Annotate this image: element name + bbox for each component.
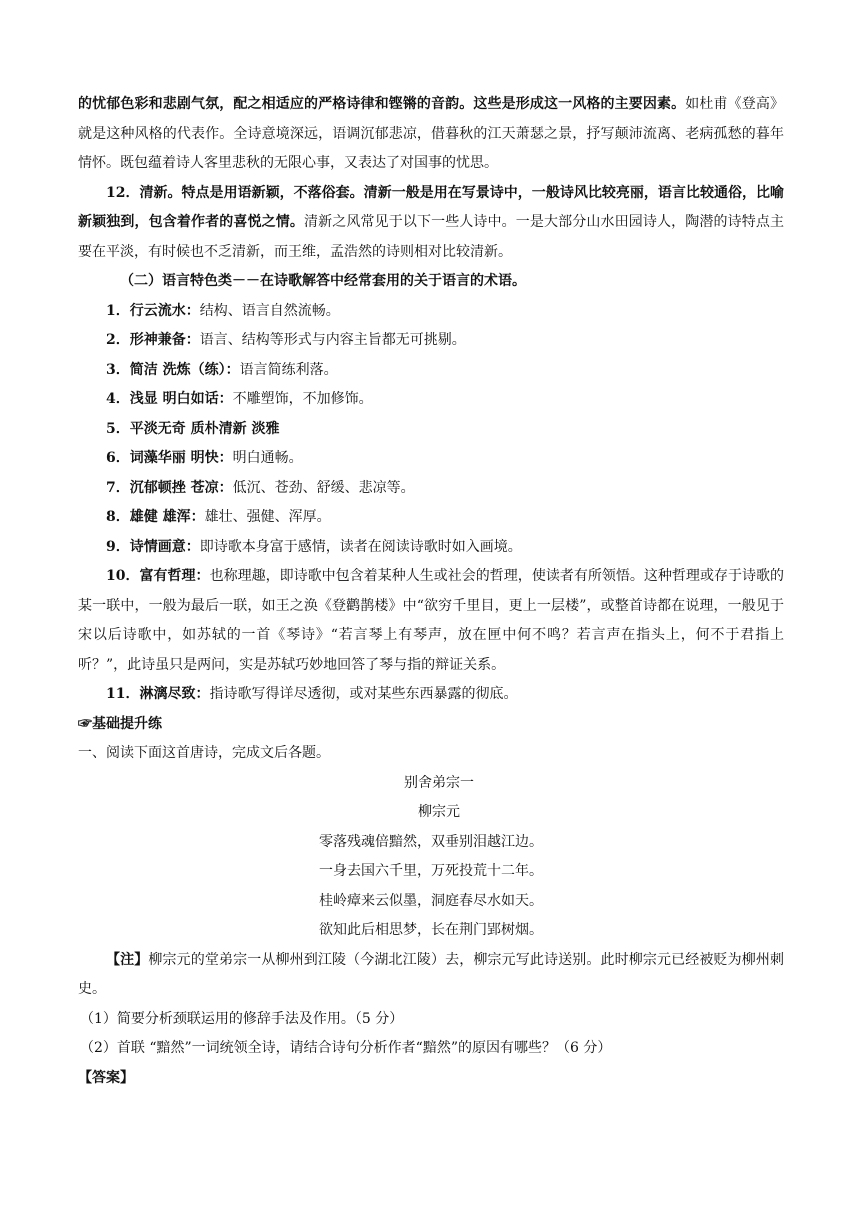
term-label: 7．沉郁顿挫 苍凉： [106,479,233,496]
term-label: 2．形神兼备： [106,332,200,348]
term-desc: 即诗歌本身富于感情，读者在阅读诗歌时如入画境。 [199,538,522,555]
item-12-paragraph [78,179,784,268]
poem-line: 桂岭瘴来云似墨，洞庭春尽水如天。 [319,892,543,909]
intro-text: 如杜甫《登高》就是这种风格的代表作。全诗意境深远，语调沉郁悲凉，借暮秋的江天萧瑟之景，抒写颠沛流离、老病孤愁的暮年情怀。既包蕴着诗人客里悲秋的无限心事，又表达了对国事的忧思。 [78,96,785,171]
term-item [78,385,784,415]
note-label: 【注】 [106,951,149,968]
term-desc: 低沉、苍劲、舒缓、悲凉等。 [232,479,415,496]
term-desc: 不雕塑饰，不加修饰。 [232,391,373,407]
term-desc: 明白通畅。 [232,450,303,466]
document-page [78,90,784,1093]
term-label: 8．雄健 雄浑： [106,509,205,525]
item-12-bold-text: 12．清新。特点是用语新颖，不落俗套。清新一般是用在写景诗中，一般诗风比较亮丽，语言比较通俗，比喻新颖独到，包含着作者的喜悦之情。 [78,184,784,230]
intro-bold-text: 的忧郁色彩和悲剧气氛，配之相适应的严格诗律和铿锵的音韵。这些是形成这一风格的主要因素。 [78,96,686,112]
section-heading: （二）语言特色类－－在诗歌解答中经常套用的关于语言的术语。 [120,273,526,289]
term-item [78,533,784,563]
term-item [78,503,784,533]
term-item [78,326,784,356]
note-text: 柳宗元的堂弟宗一从柳州到江陵（今湖北江陵）去，柳宗元写此诗送别。此时柳宗元已经被贬为柳州刺史。 [78,951,785,997]
question-1: （1）简要分析颈联运用的修辞手法及作用。（5 分） [80,1010,404,1027]
poem-block [78,769,784,946]
poem-line: 一身去国六千里，万死投荒十二年。 [319,863,543,879]
item-12-text: 清新之风常见于以下一些人诗中。一是大部分山水田园诗人，陶潜的诗特点主要在平淡，有时候也不乏清新，而王维，孟浩然的诗则相对比较清新。 [78,214,785,260]
term-item [78,297,784,327]
item-11-text: 指诗歌写得详尽透彻，或对某些东西暴露的彻底。 [209,686,518,702]
item-10-paragraph [78,562,784,680]
term-label: 4．浅显 明白如话： [106,391,233,407]
terms-list [78,297,784,563]
term-desc: 雄壮、强健、浑厚。 [204,509,331,525]
answer-label: 【答案】 [78,1069,134,1086]
poem-author: 柳宗元 [418,804,460,820]
intro-paragraph [78,90,784,179]
term-item [78,356,784,386]
exercise-intro: 一、阅读下面这首唐诗，完成文后各题。 [78,745,330,761]
term-desc: 结构、语言自然流畅。 [199,302,340,319]
term-desc: 语言简练利落。 [239,361,338,378]
poem-line: 欲知此后相思梦，长在荆门郢树烟。 [319,922,543,938]
term-label: 1．行云流水： [106,302,200,319]
question-2: （2）首联 “黯然”一词统领全诗，请结合诗句分析作者“黯然”的原因有哪些？（6 分） [80,1040,612,1056]
term-label: 5．平淡无奇 质朴清新 淡雅 [106,420,280,437]
term-item [78,415,784,445]
term-label: 6．词藻华丽 明快： [106,450,233,466]
term-item [78,474,784,504]
poem-line: 零落残魂倍黯然，双垂别泪越江边。 [319,833,543,850]
poem-title: 别舍弟宗一 [404,774,474,791]
term-label: 3．简洁 洗炼（练）： [106,361,240,378]
term-item [78,444,784,474]
item-10-text: 也称理趣，即诗歌中包含着某种人生或社会的哲理，使读者有所领悟。这种哲理或存于诗歌的某一联中，一般为最后一联，如王之涣《登鹳鹊楼》中“欲穷千里目，更上一层楼”，或整首诗都在说理，一般见于宋以后诗歌中，如苏轼的一首《琴诗》“若言琴上有琴声，放在匣中何不鸣？若言声在指头上，何不于君指上听？”，此诗虽只是两问，实是苏轼巧妙地回答了琴与指的辩证关系。 [78,568,784,673]
item-11-paragraph [78,680,784,710]
item-11-term: 11．淋漓尽致： [106,686,210,702]
term-label: 9．诗情画意： [106,538,200,555]
practice-heading: ☞基础提升练 [78,715,162,732]
term-desc: 语言、结构等形式与内容主旨都无可挑剔。 [199,332,466,348]
item-10-term: 10．富有哲理： [106,568,210,584]
note-paragraph [78,946,784,1005]
